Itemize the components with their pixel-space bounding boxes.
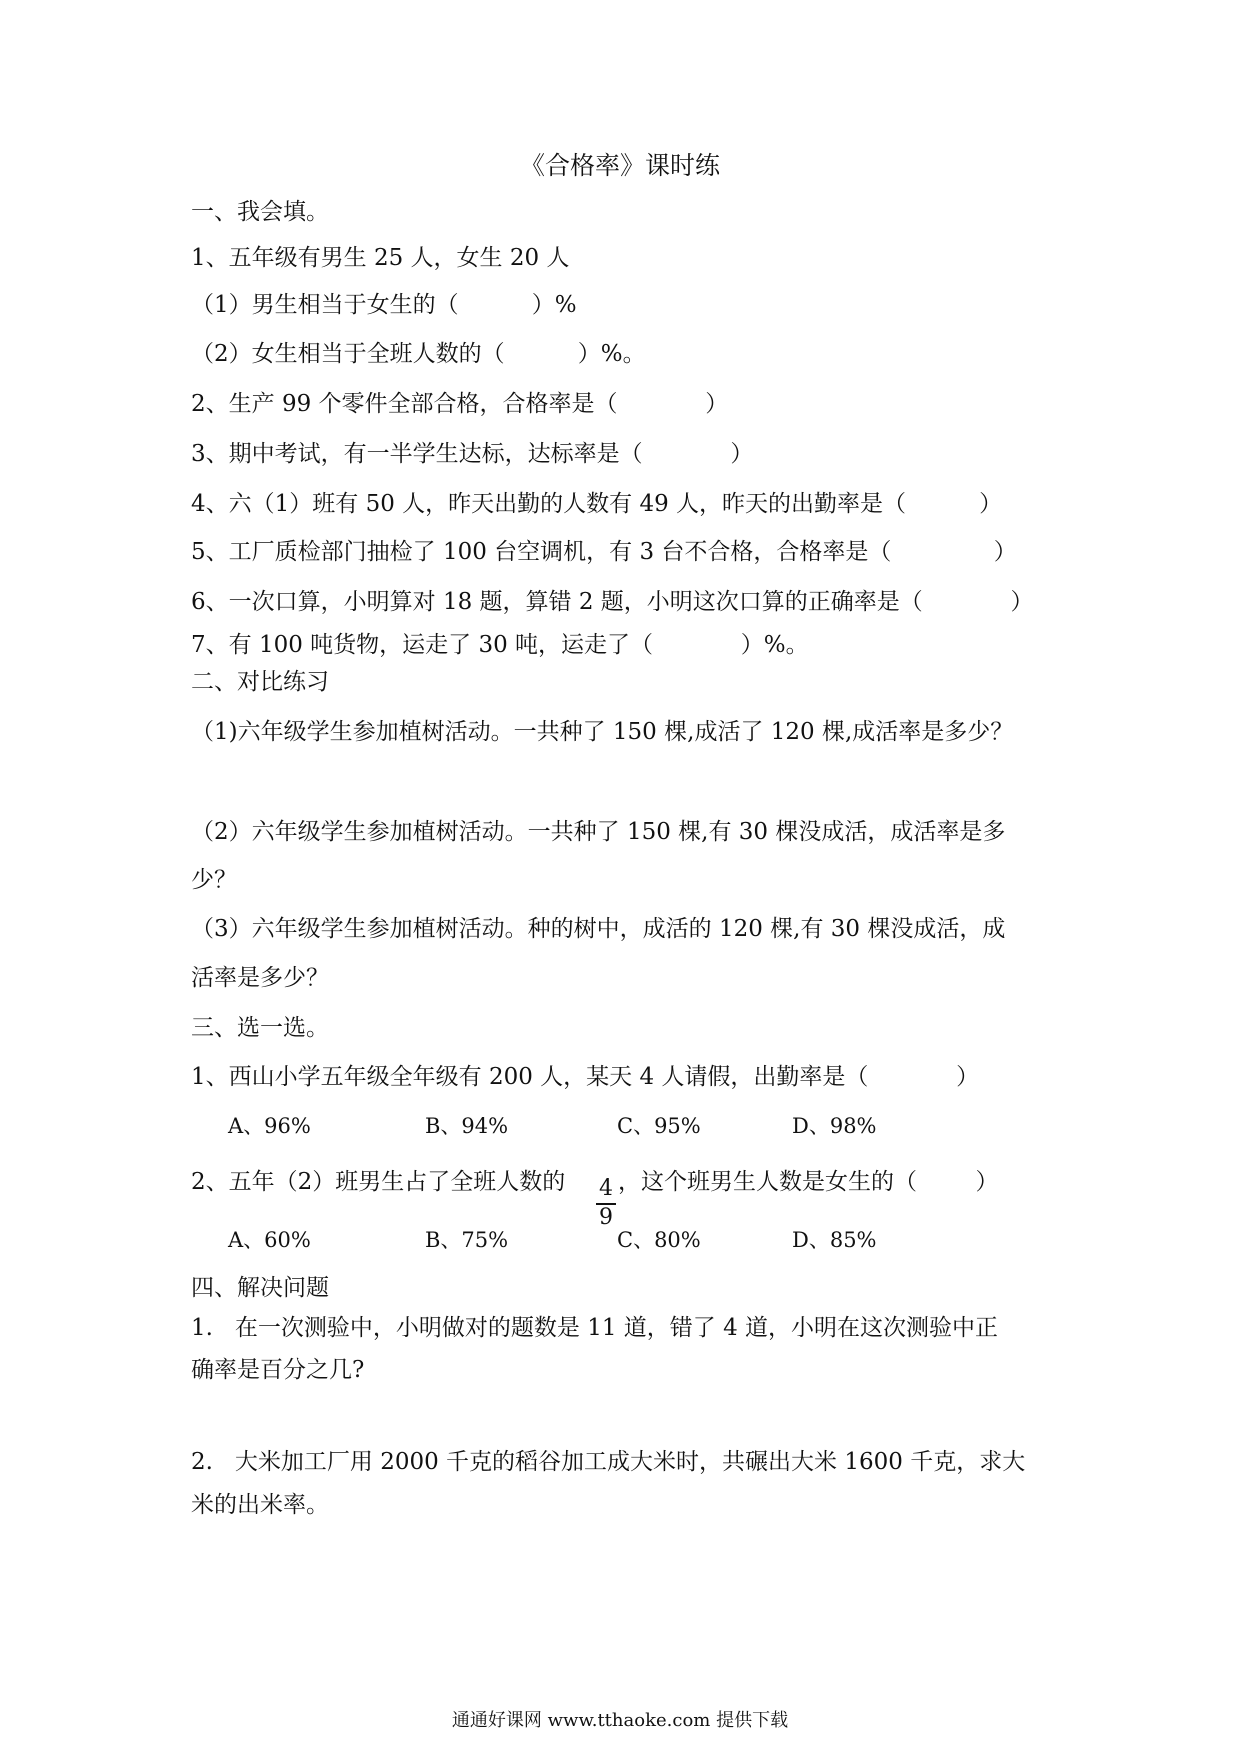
- section-2-heading: 二、对比练习: [191, 669, 329, 695]
- compare-question-3-line-1: （3）六年级学生参加植树活动。种的树中，成活的 120 棵,有 30 棵没成活，成: [191, 916, 1006, 942]
- compare-question-1: （1)六年级学生参加植树活动。一共种了 150 棵,成活了 120 棵,成活率是多少？: [191, 719, 1014, 745]
- choice-1-option-d: D、98%: [792, 1114, 877, 1138]
- fill-question-3: 3、期中考试，有一半学生达标，达标率是（ ）: [191, 441, 754, 467]
- fill-question-2: 2、生产 99 个零件全部合格，合格率是（ ）: [191, 391, 729, 417]
- problem-2-line-2: 米的出米率。: [191, 1492, 329, 1518]
- problem-1-line-1: 1. 在一次测验中，小明做对的题数是 11 道，错了 4 道，小明在这次测验中正: [191, 1315, 999, 1341]
- problem-2-line-1: 2. 大米加工厂用 2000 千克的稻谷加工成大米时，共碾出大米 1600 千克，求大: [191, 1449, 1026, 1475]
- choice-question-2-start: 2、五年（2）班男生占了全班人数的: [191, 1169, 566, 1195]
- fill-question-1: 1、五年级有男生 25 人，女生 20 人: [191, 245, 570, 271]
- fill-question-1-part-1: （1）男生相当于女生的（ ）%: [191, 292, 577, 318]
- choice-2-option-b: B、75%: [425, 1228, 509, 1252]
- section-1-heading: 一、我会填。: [191, 199, 329, 225]
- compare-question-3-line-2: 活率是多少？: [191, 965, 329, 991]
- choice-1-option-c: C、95%: [617, 1114, 701, 1138]
- footer-credit: 通通好课网 www.tthaoke.com 提供下载: [451, 1710, 789, 1731]
- fill-question-1-part-2: （2）女生相当于全班人数的（ ）%。: [191, 341, 646, 367]
- choice-question-1: 1、西山小学五年级全年级有 200 人，某天 4 人请假，出勤率是（ ）: [191, 1064, 980, 1090]
- compare-question-2-line-1: （2）六年级学生参加植树活动。一共种了 150 棵,有 30 棵没成活，成活率是多: [191, 819, 1006, 845]
- choice-1-option-b: B、94%: [425, 1114, 509, 1138]
- fill-question-5: 5、工厂质检部门抽检了 100 台空调机，有 3 台不合格，合格率是（ ）: [191, 539, 1017, 565]
- fill-question-4: 4、六（1）班有 50 人，昨天出勤的人数有 49 人，昨天的出勤率是（ ）: [191, 491, 1003, 517]
- fill-question-7: 7、有 100 吨货物，运走了 30 吨，运走了（ ）%。: [191, 632, 809, 658]
- fraction-numerator: 4: [599, 1176, 613, 1201]
- compare-question-2-line-2: 少？: [191, 867, 237, 893]
- section-4-heading: 四、解决问题: [191, 1275, 329, 1301]
- fraction-denominator: 9: [599, 1205, 613, 1230]
- choice-2-option-a: A、60%: [228, 1228, 311, 1252]
- problem-1-line-2: 确率是百分之几?: [191, 1357, 365, 1383]
- fraction: [596, 1177, 616, 1230]
- choice-question-2-end: ，这个班男生人数是女生的（ ）: [618, 1169, 999, 1195]
- choice-2-option-c: C、80%: [617, 1228, 701, 1252]
- fill-question-6: 6、一次口算，小明算对 18 题，算错 2 题，小明这次口算的正确率是（ ）: [191, 589, 1034, 615]
- section-3-heading: 三、选一选。: [191, 1015, 329, 1041]
- page-title: 《合格率》课时练: [519, 151, 720, 180]
- choice-2-option-d: D、85%: [792, 1228, 877, 1252]
- choice-1-option-a: A、96%: [228, 1114, 311, 1138]
